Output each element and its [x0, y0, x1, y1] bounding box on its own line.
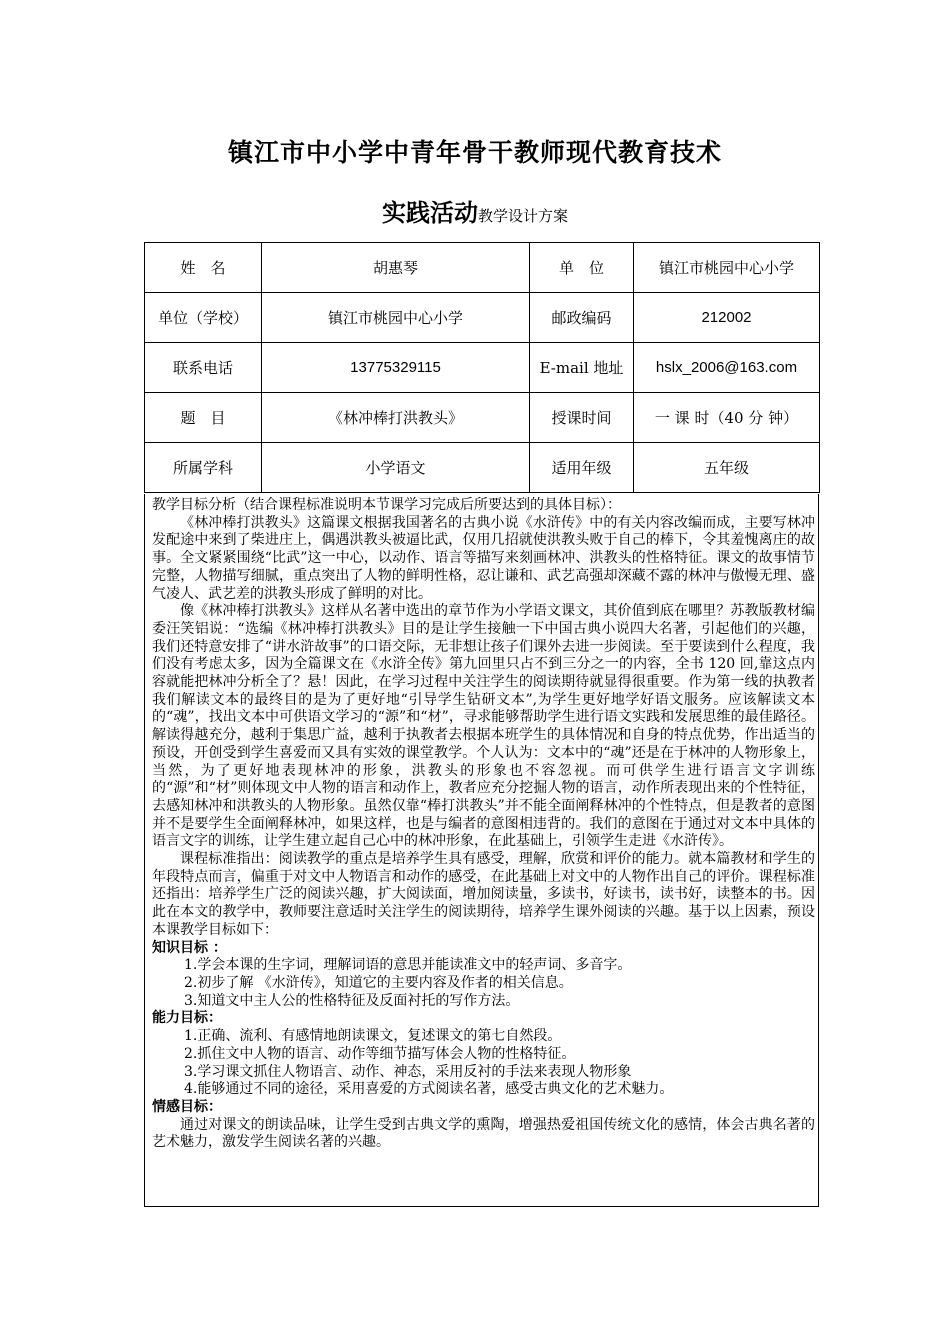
list-item: 3.知道文中主人公的性格特征及反面衬托的写作方法。 — [184, 992, 520, 1009]
postcode-label: 邮政编码 — [530, 293, 634, 343]
emotion-text: 通过对课文的朗读品味，让学生受到古典文学的熏陶，增强热爱祖国传统文化的感情，体会古典名著的艺术魅力，激发学生阅读名著的兴趣。 — [152, 1116, 815, 1151]
knowledge-heading: 知识目标 ： — [152, 939, 227, 956]
table-row — [145, 393, 820, 443]
grade-value: 五年级 — [634, 443, 820, 493]
unit-value: 镇江市桃园中心小学 — [634, 243, 820, 293]
time-value: 一 课 时（40 分 钟） — [634, 393, 820, 443]
phone-label: 联系电话 — [145, 343, 262, 393]
list-item: 3.学习课文抓住人物语言、动作、神态，采用反衬的手法来表现人物形象 — [184, 1063, 632, 1080]
objectives-section — [144, 494, 819, 1207]
unit-label: 单 位 — [530, 243, 634, 293]
analysis-paragraph: 课程标准指出：阅读教学的重点是培养学生具有感受，理解，欣赏和评价的能力。就本篇教材和学生的年段特点而言，偏重于对文中人物语言和动作的感受，在此基础上对文中的人物作出自己的评价。课程标准还指出：培养学生广泛的阅读兴趣，扩大阅读面，增加阅读量，多读书，好读书，读书好，读整本的书。因此在本文的教学中，教师要注意适时关注学生的阅读期待，培养学生课外阅读的兴趣。基于以上因素，预设本课教学目标如下： — [152, 851, 815, 938]
email-value: hslx_2006@163.com — [634, 343, 820, 393]
analysis-heading: 教学目标分析（结合课程标准说明本节课学习完成后所要达到的具体目标）： — [152, 497, 621, 513]
table-row — [145, 293, 820, 343]
info-table — [144, 242, 820, 493]
table-row — [145, 243, 820, 293]
analysis-paragraph: 《林冲棒打洪教头》这篇课文根据我国著名的古典小说《水浒传》中的有关内容改编而成，主要写林冲发配途中来到了柴进庄上，偶遇洪教头被逼比武，仅用几招就使洪教头败于自己的棒下，令其羞愧离庄的故事。全文紧紧围绕“比武”这一中心，以动作、语言等描写来刻画林冲、洪教头的性格特征。课文的故事情节完整，人物描写细腻，重点突出了人物的鲜明性格，忍让谦和、武艺高强却深藏不露的林冲与傲慢无理、盛气凌人、武艺差的洪教头形成了鲜明的对比。 — [152, 514, 815, 602]
list-item: 1.学会本课的生字词，理解词语的意思并能读准文中的轻声词、多音字。 — [184, 957, 632, 974]
phone-value: 13775329115 — [262, 343, 530, 393]
list-item: 2.抓住文中人物的语言、动作等细节描写体会人物的性格特征。 — [184, 1045, 576, 1062]
school-label: 单位（学校） — [145, 293, 262, 343]
time-label: 授课时间 — [530, 393, 634, 443]
table-row — [145, 343, 820, 393]
subject-label: 所属学科 — [145, 443, 262, 493]
name-label: 姓 名 — [145, 243, 262, 293]
postcode-value: 212002 — [634, 293, 820, 343]
list-item: 2.初步了解 《水浒传》，知道它的主要内容及作者的相关信息。 — [184, 974, 573, 991]
analysis-paragraph: 像《林冲棒打洪教头》这样从名著中选出的章节作为小学语文课文，其价值到底在哪里？苏教版教材编委汪笑铝说：“选编《林冲棒打洪教头》目的是让学生接触一下中国古典小说四大名著，引起他们的兴趣，我们还特意安排了“讲水浒故事”的口语交际，无非想让孩子们课外去进一步阅读。至于要读到什么程度，我们没有考虑太多，因为全篇课文在《水浒全传》第九回里只占不到三分之一的内容，全书 120 回,靠这点内容就能把林冲分析全了？悬！因此，在学习过程中关注学生的阅读期待就显得很重要。作为第一线的执教者我们解读文本的最终目的是为了更好地“引导学生钻研文本”,为学生更好地学好语文服务。应该解读文本的“魂”，找出文本中可供语文学习的“源”和“材”，寻求能够帮助学生进行语文实践和发展思维的最佳路径。解读得越充分，越利于集思广益，越利于执教者去根据本班学生的具体情况和自身的特点优势，作出适当的预设，开创受到学生喜爱而又具有实效的课堂教学。个人认为：文本中的“魂”还是在于林冲的人物形象上，当然，为了更好地表现林冲的形象，洪教头的形象也不容忽视。而可供学生进行语言文字训练的“源”和“材”则体现文中人物的语言和动作上，教者应充分挖掘人物的语言，动作所表现出来的个性特征，去感知林冲和洪教头的人物形象。虽然仅靠“棒打洪教头”并不能全面阐释林冲的个性特点，但是教者的意图并不是要学生全面阐释林冲，如果这样，也是与编者的意图相违背的。我们的意图在于通过对文本中具体的语言文字的训练，让学生建立起自己心中的林冲形象，在此基础上，引领学生走进《水浒传》。 — [152, 603, 815, 850]
subject-value: 小学语文 — [262, 443, 530, 493]
name-value: 胡惠琴 — [262, 243, 530, 293]
email-label: E-mail 地址 — [530, 343, 634, 393]
list-item: 4.能够通过不同的途径，采用喜爱的方式阅读名著，感受古典文化的艺术魅力。 — [184, 1081, 674, 1098]
grade-label: 适用年级 — [530, 443, 634, 493]
emotion-heading: 情感目标： — [152, 1098, 222, 1115]
ability-heading: 能力目标： — [152, 1010, 222, 1027]
document-subtitle — [0, 193, 950, 228]
topic-value: 《林冲棒打洪教头》 — [262, 393, 530, 443]
subtitle-small: 教学设计方案 — [477, 207, 568, 225]
list-item: 1.正确、流利、有感情地朗读课文，复述课文的第七自然段。 — [184, 1028, 562, 1045]
school-value: 镇江市桃园中心小学 — [262, 293, 530, 343]
subtitle-bold: 实践活动 — [381, 199, 478, 227]
table-row — [145, 443, 820, 493]
topic-label: 题 目 — [145, 393, 262, 443]
document-title: 镇江市中小学中青年骨干教师现代教育技术 — [227, 138, 722, 167]
